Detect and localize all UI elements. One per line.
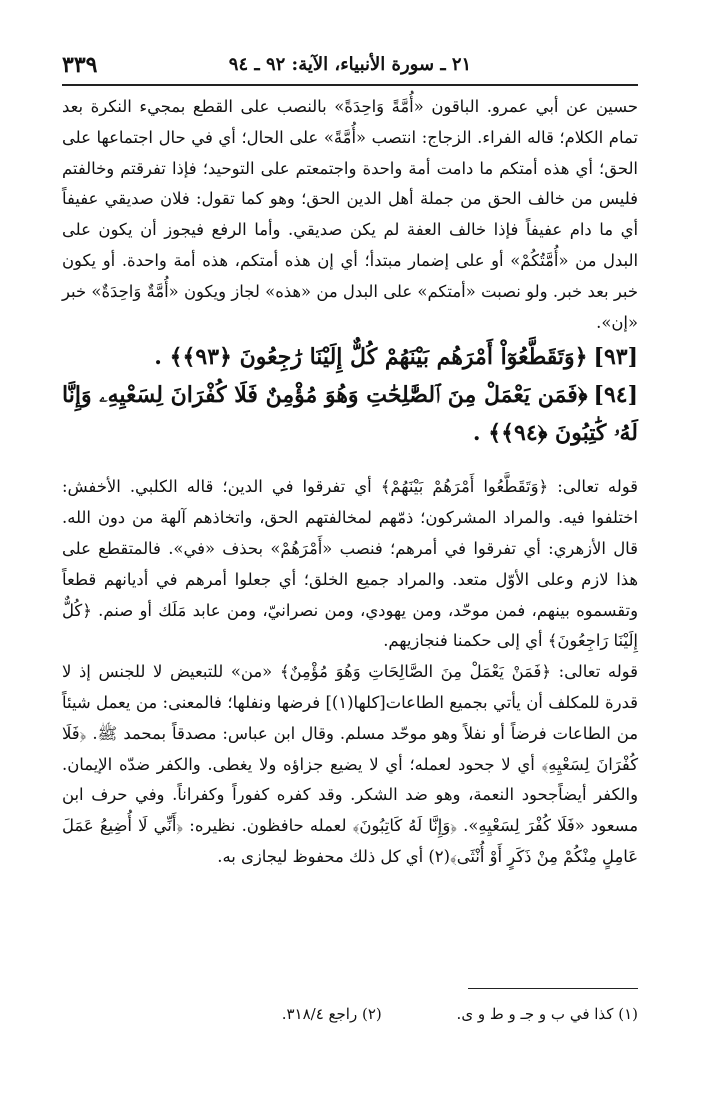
- footnotes: [62, 1002, 638, 1026]
- paragraph: حسين عن أبي عمرو. الباقون «أُمَّةً وَاحِدَةً» بالنصب على القطع بمجيء النكرة بعد تمام الكلام؛ قاله الفراء. الزجاج: انتصب «أُمَّةً» على الحال؛ أي في حال اجتماعها على الحق؛ أي هذه أمتكم ما دامت أمة واحدة واجتمعتم على التوحيد؛ فإذا تفرقتم وخالفتم فليس من خالف الحق من جملة أهل الدين الحق؛ وهو كما تقول: فلان صديقي عفيفاً أي ما دام عفيفاً فإذا خالف العفة لم يكن صديقي. وأما الرفع فيجوز أن يكون على البدل من «أُمَّتُكُمْ» أو على إضمار مبتدأ؛ أي إن هذه أمتكم، هذه أمة واحدة. أو يكون خبر بعد خبر. ولو نصبت «أمتكم» على البدل من «هذه» لجاز ويكون «أُمَّةٌ وَاحِدَةٌ» خبر «إن».: [62, 97, 638, 332]
- verse-text: ﴿وَتَقَطَّعُوٓاْ أَمْرَهُم بَيْنَهُمْ كُلٌّ إِلَيْنَا رَٰجِعُونَ ﴿٩٣﴾﴾ .: [154, 344, 588, 371]
- footnote-2: (٢) راجع ٣١٨/٤.: [281, 1005, 382, 1023]
- commentary-paragraph: قوله تعالى: ﴿وَتَقَطَّعُوا أَمْرَهُمْ بَيْنَهُمْ﴾ أي تفرقوا في الدين؛ قاله الكلبي. الأخفش: اختلفوا فيه. والمراد المشركون؛ ذمّهم لمخالفتهم الحق، واتخاذهم آلهة من دون الله. قال الأزهري: أي تفرقوا في أمرهم؛ فنصب «أَمْرَهُمْ» بحذف «في». فالمتقطع على هذا لازم وعلى الأوّل متعد. والمراد جميع الخلق؛ أي جعلوا أمرهم في أديانهم قطعاً وتقسموه بينهم، فمن موحّد، ومن يهودي، ومن نصرانيّ، ومن عابد مَلَك أو صنم. ﴿كُلٌّ إِلَيْنَا رَاجِعُونَ﴾ أي إلى حكمنا فنجازيهم.: [62, 477, 638, 651]
- verse-94: [62, 376, 638, 452]
- footnote-1: (١) كذا في ب و جـ و ط و ى.: [456, 1005, 638, 1023]
- page-number: ٣٣٩: [62, 52, 98, 78]
- spacer: [62, 452, 638, 472]
- verse-number: [٩٤]: [593, 382, 638, 409]
- verse-number: [٩٣]: [593, 344, 638, 371]
- page-header: [62, 50, 638, 86]
- running-title: ٢١ ـ سورة الأنبياء، الآية: ٩٢ ـ ٩٤: [228, 54, 472, 75]
- commentary-paragraph: قوله تعالى: ﴿فَمَنْ يَعْمَلْ مِنَ الصَّالِحَاتِ وَهُوَ مُؤْمِنٌ﴾ «من» للتبعيض لا للجنس إذ لا قدرة للمكلف أن يأتي بجميع الطاعات[كلها(١)] فرضها ونفلها؛ فالمعنى: من يعمل شيئاً من الطاعات فرضاً أو نفلاً وهو موحّد مسلم. وقال ابن عباس: مصدقاً بمحمد ﷺ. ﴿فَلَا كُفْرَانَ لِسَعْيِهِ﴾ أي لا جحود لعمله؛ أي لا يضيع جزاؤه ولا يغطى. والكفر ضدّه الإيمان. والكفر أيضاًجحود النعمة، وهو ضد الشكر. وقد كفره كفوراً وكفراناً. وفي حرف ابن مسعود «فَلَا كُفْرَ لِسَعْيِهِ». ﴿وَإِنَّا لَهُ كَاتِبُونَ﴾ لعمله حافظون. نظيره: ﴿أَنِّي لَا أُضِيعُ عَمَلَ عَامِلٍ مِنْكُمْ مِنْ ذَكَرٍ أَوْ أُنْثَى﴾(٢) أي كل ذلك محفوظ ليجازى به.: [62, 662, 639, 866]
- verse-93: [62, 338, 638, 376]
- page-body: [62, 92, 638, 873]
- verse-text: ﴿فَمَن يَعْمَلْ مِنَ ٱلصَّٰلِحَٰتِ وَهُوَ مُؤْمِنٌ فَلَا كُفْرَانَ لِسَعْيِهِۦ وَإِنَّا لَهُۥ كَٰتِبُونَ ﴿٩٤﴾﴾ .: [62, 382, 638, 447]
- footnote-divider: [468, 988, 638, 989]
